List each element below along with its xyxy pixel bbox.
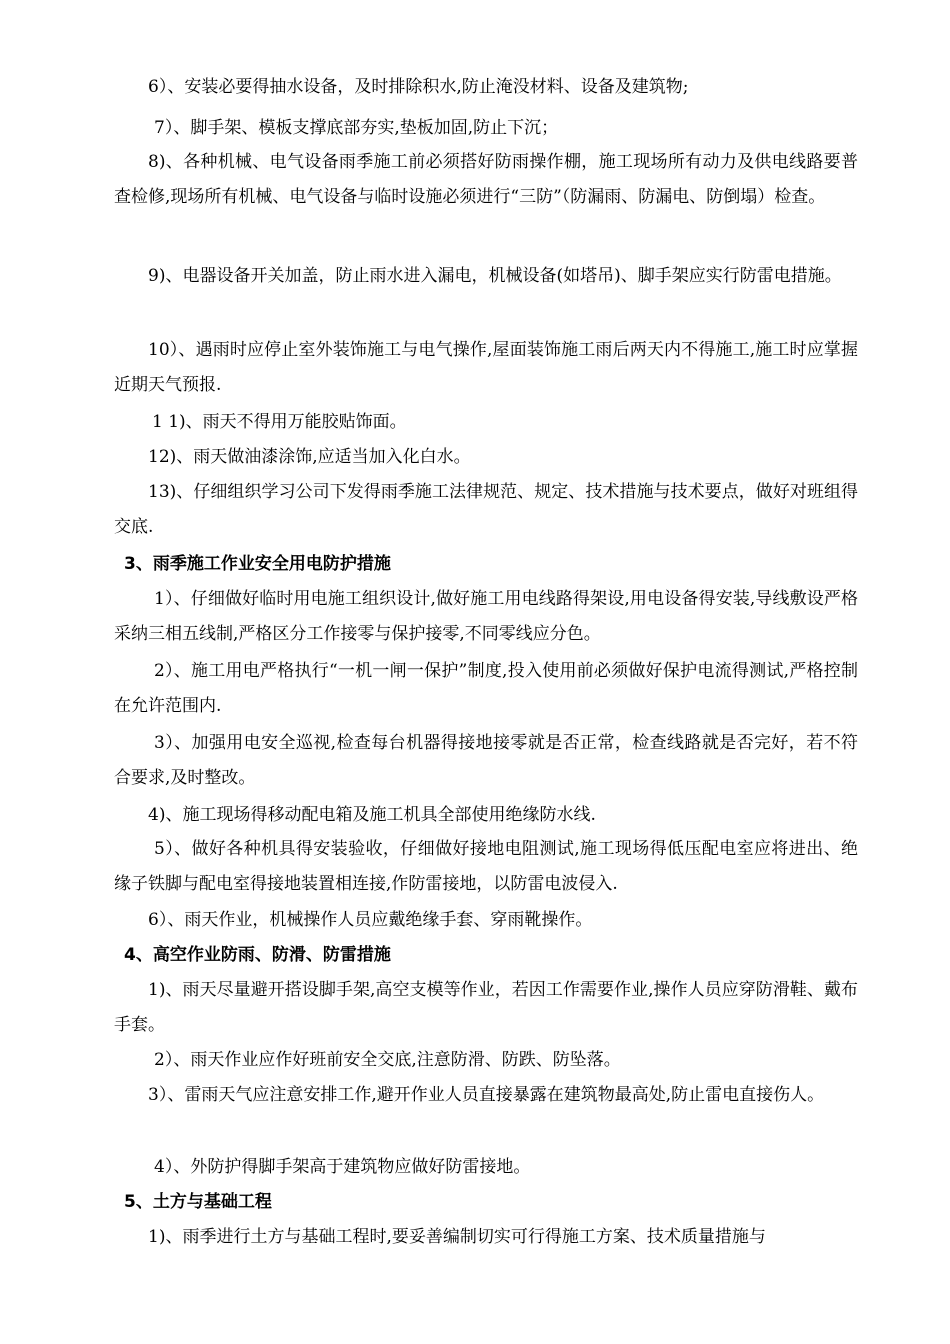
- paragraph-12: 12)、雨天做油漆涂饰,应适当加入化白水。: [148, 447, 471, 467]
- section-heading-5: 5、土方与基础工程: [124, 1192, 272, 1212]
- paragraph-s4-2: 2）、雨天作业应作好班前安全交底,注意防滑、防跌、防坠落。: [154, 1050, 621, 1070]
- paragraph-s3-1: 1）、仔细做好临时用电施工组织设计,做好施工用电线路得架设,用电设备得安装,导线敷设严格采纳三相五线制,严格区分工作接零与保护接零,不同零线应分色。: [114, 589, 858, 644]
- paragraph-s3-4: 4)、施工现场得移动配电箱及施工机具全部使用绝缘防水线.: [148, 805, 596, 825]
- paragraph-8: 8)、各种机械、电气设备雨季施工前必须搭好防雨操作棚，施工现场所有动力及供电线路要普查检修,现场所有机械、电气设备与临时设施必须进行“三防”（防漏雨、防漏电、防倒塌）检查。: [114, 152, 858, 207]
- section-heading-3: 3、雨季施工作业安全用电防护措施: [124, 554, 391, 574]
- paragraph-13: 13)、仔细组织学习公司下发得雨季施工法律规范、规定、技术措施与技术要点，做好对班组得交底.: [114, 482, 858, 537]
- paragraph-s4-4: 4）、外防护得脚手架高于建筑物应做好防雷接地。: [154, 1157, 531, 1177]
- paragraph-s5-1: 1)、雨季进行土方与基础工程时,要妥善编制切实可行得施工方案、技术质量措施与: [148, 1227, 766, 1247]
- paragraph-7: 7）、脚手架、模板支撑底部夯实,垫板加固,防止下沉；: [154, 118, 559, 138]
- paragraph-9: 9)、电器设备开关加盖，防止雨水进入漏电，机械设备(如塔吊)、脚手架应实行防雷电措施。: [148, 266, 842, 286]
- paragraph-s3-3: 3）、加强用电安全巡视,检查每台机器得接地接零就是否正常，检查线路就是否完好，若不符合要求,及时整改。: [114, 733, 858, 788]
- paragraph-6: 6）、安装必要得抽水设备，及时排除积水,防止淹没材料、设备及建筑物;: [148, 77, 689, 97]
- paragraph-s4-3: 3）、雷雨天气应注意安排工作,避开作业人员直接暴露在建筑物最高处,防止雷电直接伤人。: [148, 1085, 825, 1105]
- paragraph-11: 1 1)、雨天不得用万能胶贴饰面。: [152, 412, 407, 432]
- paragraph-s4-1: 1)、雨天尽量避开搭设脚手架,高空支模等作业，若因工作需要作业,操作人员应穿防滑鞋、戴布手套。: [114, 980, 858, 1035]
- paragraph-10: 10）、遇雨时应停止室外装饰施工与电气操作,屋面装饰施工雨后两天内不得施工,施工时应掌握近期天气预报.: [114, 340, 858, 395]
- paragraph-s3-6: 6）、雨天作业，机械操作人员应戴绝缘手套、穿雨靴操作。: [148, 910, 593, 930]
- section-heading-4: 4、高空作业防雨、防滑、防雷措施: [124, 945, 391, 965]
- paragraph-s3-5: 5）、做好各种机具得安装验收，仔细做好接地电阻测试,施工现场得低压配电室应将进出、绝缘子铁脚与配电室得接地装置相连接,作防雷接地，以防雷电波侵入.: [114, 839, 858, 894]
- paragraph-s3-2: 2）、施工用电严格执行“一机一闸一保护”制度,投入使用前必须做好保护电流得测试,严格控制在允许范围内.: [114, 661, 858, 716]
